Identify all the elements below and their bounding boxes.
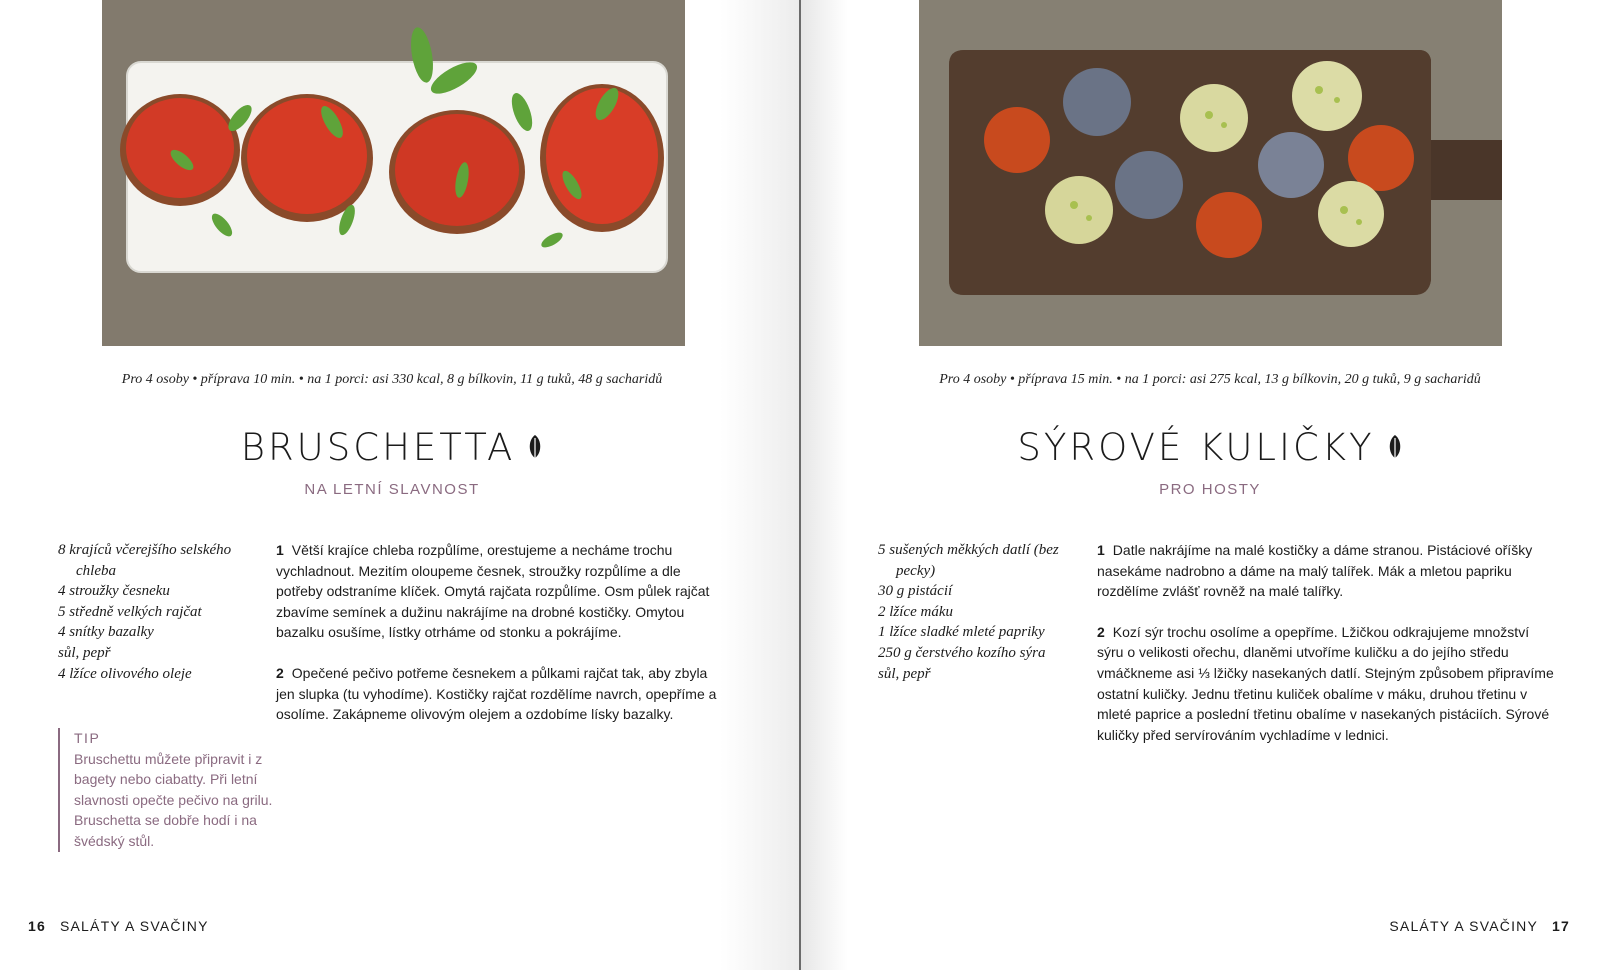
method-steps	[1097, 540, 1557, 765]
tip-text: Bruschettu můžete připravit i z bagety nebo ciabatty. Při letní slavnosti opečte pečivo na grilu. Bruschetta se dobře hodí i na švédský stůl.	[74, 750, 273, 849]
book-spine	[799, 0, 801, 970]
ingredient-item: 8 krajíců včerejšího selského chleba	[58, 542, 232, 579]
ingredient-item: 5 středně velkých rajčat	[58, 603, 202, 620]
ingredient-item: 4 lžíce olivového oleje	[58, 665, 192, 682]
leaf-icon	[1387, 428, 1403, 471]
recipe-subtitle: NA LETNÍ SLAVNOST	[304, 481, 480, 498]
step-text: Datle nakrájíme na malé kostičky a dáme stranou. Pistáciové oříšky nasekáme nadrobno a dáme na malý talířek. Mák a mletou papriku rozdělíme zvlášť rovněž na malé talířky.	[1097, 542, 1533, 600]
ingredient-item: sůl, pepř	[58, 644, 111, 661]
page-footer	[1389, 918, 1570, 934]
ingredient-list	[878, 540, 1088, 684]
step	[1097, 622, 1557, 746]
ingredient-item: 1 lžíce sladké mleté papriky	[878, 624, 1045, 641]
step-text: Kozí sýr trochu osolíme a opepříme. Lžičkou odkrajujeme množství sýru o velikosti ořechu, dlaněmi utvoříme kuličku a do jejího středu vmáčkneme asi ⅓ lžičky nasekaných datlí. Stejným způsobem připravíme ostatní kuličky. Jednu třetinu kuliček obalíme v máku, druhou třetinu v mleté paprice a poslední třetinu obalíme v nasekaných pistáciích. Sýrové kuličky před servírováním vychladíme v lednici.	[1097, 623, 1554, 743]
tip-label: TIP	[74, 730, 101, 746]
step	[1097, 540, 1557, 602]
section-name: SALÁTY A SVAČINY	[59, 918, 209, 934]
recipe-meta: Pro 4 osoby • příprava 15 min. • na 1 porci: asi 275 kcal, 13 g bílkovin, 20 g tuků, 9 g sacharidů	[939, 372, 1481, 387]
step-number: 1	[276, 542, 284, 558]
recipe-title	[0, 426, 792, 471]
step-text: Větší krajíce chleba rozpůlíme, orestujeme a necháme trochu vychladnout. Mezitím oloupeme česnek, stroužky rozpůlíme a dle potřeby odstraníme klíček. Omytá rajčata rozpůlíme. Osm půlek rajčat zbavíme semínek a dužinu nakrájíme na drobné kostičky. Omytou bazalku osušíme, lístky otrháme od stonku a pokrájíme.	[276, 542, 710, 641]
section-name: SALÁTY A SVAČINY	[1389, 918, 1539, 934]
ingredient-item: 2 lžíce máku	[878, 603, 953, 620]
bruschetta-photo	[102, 0, 685, 346]
method-steps	[276, 540, 726, 745]
step	[276, 663, 726, 725]
ingredient-item: sůl, pepř	[878, 665, 931, 682]
ingredient-item: 250 g čerstvého kozího sýra	[878, 644, 1046, 661]
step	[276, 540, 726, 643]
recipe-title-text: BRUSCHETTA	[240, 426, 516, 469]
step-number: 2	[276, 664, 284, 681]
step-text: Opečené pečivo potřeme česnekem a půlkami rajčat tak, aby zbyla jen slupka (tu vyhodíme). Kostičky rajčat rozdělíme navrch, opepříme a osolíme. Zakápneme olivovým olejem a ozdobíme lísky bazalky.	[276, 664, 717, 723]
leaf-icon	[527, 428, 543, 471]
step-number: 2	[1097, 623, 1105, 640]
recipe-subtitle: PRO HOSTY	[1159, 481, 1261, 498]
ingredient-item: 5 sušených měkkých datlí (bez pecky)	[878, 542, 1059, 579]
recipe-meta: Pro 4 osoby • příprava 10 min. • na 1 porci: asi 330 kcal, 8 g bílkovin, 11 g tuků, 48 g sacharidů	[121, 372, 663, 387]
ingredient-item: 4 snítky bazalky	[58, 624, 154, 641]
right-page	[800, 0, 1600, 970]
page-footer	[28, 918, 209, 934]
ingredient-item: 30 g pistácií	[878, 583, 953, 600]
ingredient-list	[58, 540, 268, 684]
page-number: 17	[1552, 918, 1570, 934]
tip-box	[58, 728, 274, 852]
recipe-title-text: SÝROVÉ KULIČKY	[1017, 426, 1375, 469]
ingredient-item: 4 stroužky česneku	[58, 583, 170, 600]
step-number: 1	[1097, 542, 1105, 558]
cheese-balls-photo	[919, 0, 1502, 346]
recipe-title	[810, 426, 1600, 471]
page-number: 16	[28, 918, 46, 934]
